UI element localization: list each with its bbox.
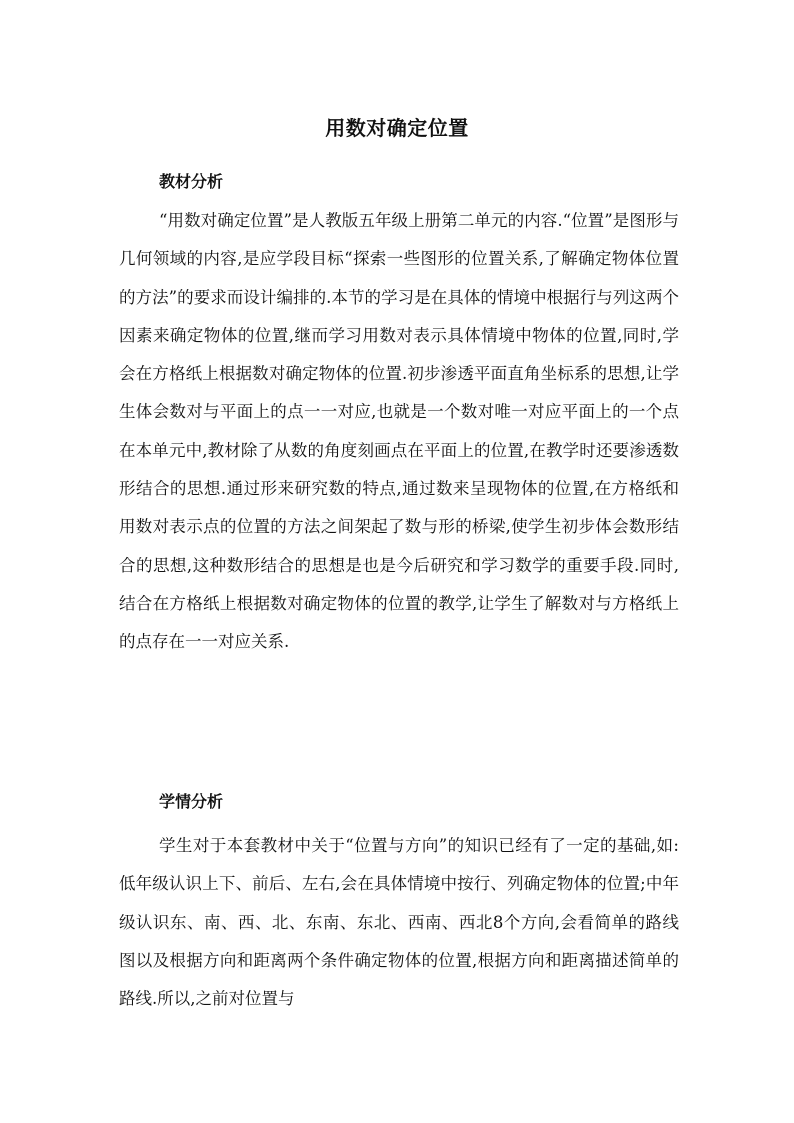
section-paragraph-textbook-analysis: “用数对确定位置”是人教版五年级上册第二单元的内容.“位置”是图形与几何领域的内容,是应学段目标“探索一些图形的位置关系,了解确定物体位置的方法”的要求而设计编排的.本节的学习是在具体的情境中根据行与列这两个因素来确定物体的位置,继而学习用数对表示具体情境中物体的位置,同时,学会在方格纸上根据数对确定物体的位置.初步渗透平面直角坐标系的思想,让学生体会数对与平面上的点一一对应,也就是一个数对唯一对应平面上的一个点在本单元中,教材除了从数的角度刻画点在平面上的位置,在教学时还要渗透数形结合的思想.通过形来研究数的特点,通过数来呈现物体的位置,在方格纸和用数对表示点的位置的方法之间架起了数与形的桥梁,使学生初步体会数形结合的思想,这种数形结合的思想是也是今后研究和学习数学的重要手段.同时,结合在方格纸上根据数对确定物体的位置的教学,让学生了解数对与方格纸上的点存在一一对应关系.	[119, 211, 679, 652]
page-title: 用数对确定位置	[325, 116, 469, 140]
section-heading-textbook-analysis: 教材分析	[159, 172, 224, 191]
section-paragraph-student-analysis: 学生对于本套教材中关于“位置与方向”的知识已经有了一定的基础,如:低年级认识上下、前后、左右,会在具体情境中按行、列确定物体的位置;中年级认识东、南、西、北、东南、东北、西南、西北8个方向,会看简单的路线图以及根据方向和距离两个条件确定物体的位置,根据方向和距离描述简单的路线.所以,之前对位置与	[119, 836, 679, 1009]
section-heading-student-analysis: 学情分析	[159, 792, 224, 811]
